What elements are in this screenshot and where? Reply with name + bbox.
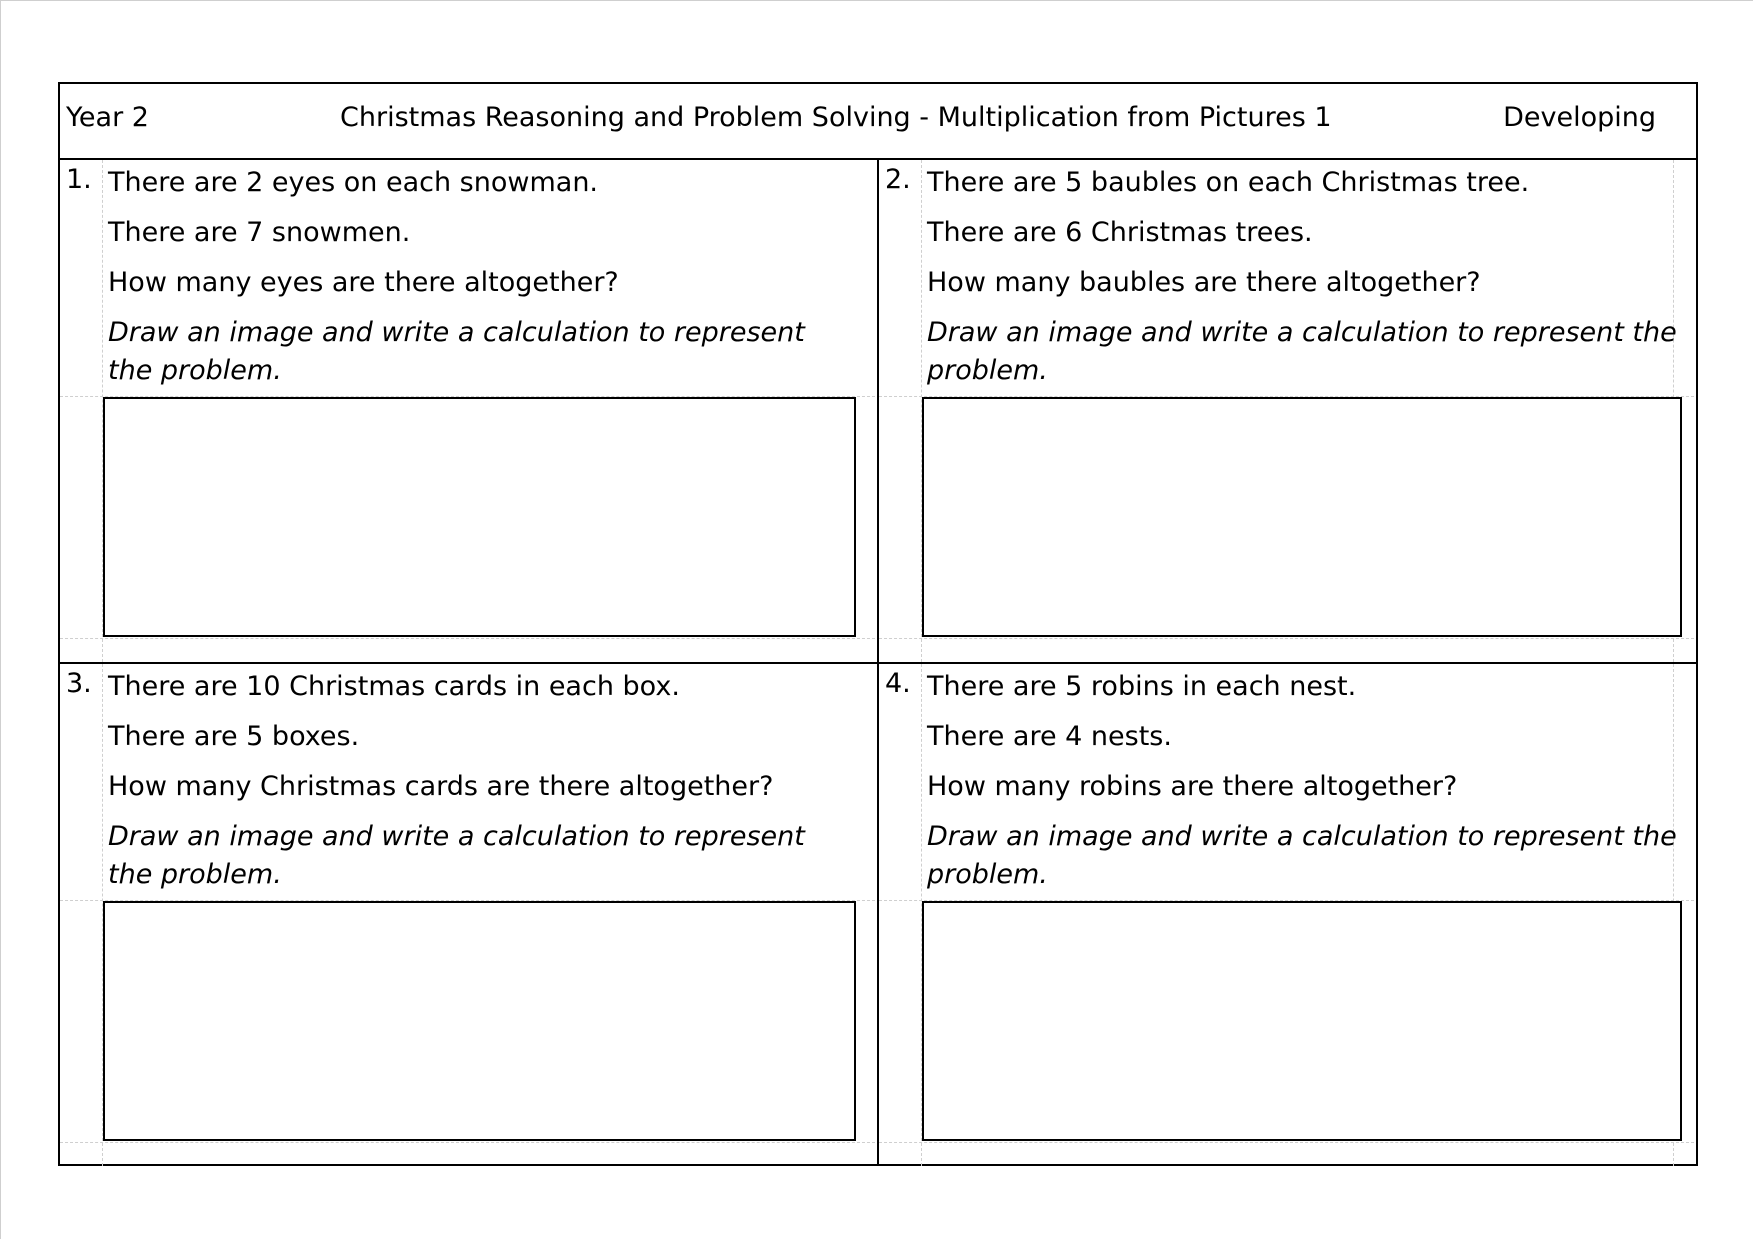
fact-line-1: There are 10 Christmas cards in each box.: [108, 671, 680, 702]
question-line: How many robins are there altogether?: [927, 771, 1458, 802]
question-line: How many baubles are there altogether?: [927, 267, 1481, 298]
fact-line-2: There are 6 Christmas trees.: [927, 217, 1313, 248]
answer-box[interactable]: [922, 397, 1682, 637]
question-number: 2.: [885, 164, 911, 195]
instruction-line: Draw an image and write a calculation to represent the problem.: [108, 317, 805, 386]
question-line: How many Christmas cards are there altogether?: [108, 771, 774, 802]
fact-line-1: There are 2 eyes on each snowman.: [108, 167, 599, 198]
answer-box[interactable]: [103, 901, 856, 1141]
question-text: [927, 668, 1687, 894]
question-2: [879, 160, 1694, 662]
guide-line: [879, 638, 1694, 639]
year-label: Year 2: [66, 102, 149, 133]
instruction-line: Draw an image and write a calculation to represent the problem.: [108, 821, 805, 890]
fact-line-2: There are 4 nests.: [927, 721, 1172, 752]
question-line: How many eyes are there altogether?: [108, 267, 619, 298]
question-text: [108, 668, 868, 894]
answer-box[interactable]: [922, 901, 1682, 1141]
fact-line-2: There are 7 snowmen.: [108, 217, 411, 248]
question-number: 1.: [66, 164, 92, 195]
difficulty-level: Developing: [1503, 102, 1656, 133]
question-4: [879, 664, 1694, 1166]
guide-line: [60, 1142, 875, 1143]
question-number: 3.: [66, 668, 92, 699]
guide-line: [60, 638, 875, 639]
question-3: [60, 664, 875, 1166]
worksheet: [58, 82, 1698, 1166]
fact-line-1: There are 5 robins in each nest.: [927, 671, 1357, 702]
question-text: [108, 164, 868, 390]
answer-box[interactable]: [103, 397, 856, 637]
instruction-line: Draw an image and write a calculation to represent the problem.: [927, 821, 1677, 890]
worksheet-title: Christmas Reasoning and Problem Solving - Multiplication from Pictures 1: [340, 102, 1332, 133]
question-1: [60, 160, 875, 662]
worksheet-header: [60, 84, 1696, 160]
instruction-line: Draw an image and write a calculation to represent the problem.: [927, 317, 1677, 386]
guide-line: [879, 1142, 1694, 1143]
question-number: 4.: [885, 668, 911, 699]
question-text: [927, 164, 1687, 390]
fact-line-2: There are 5 boxes.: [108, 721, 360, 752]
fact-line-1: There are 5 baubles on each Christmas tree.: [927, 167, 1530, 198]
